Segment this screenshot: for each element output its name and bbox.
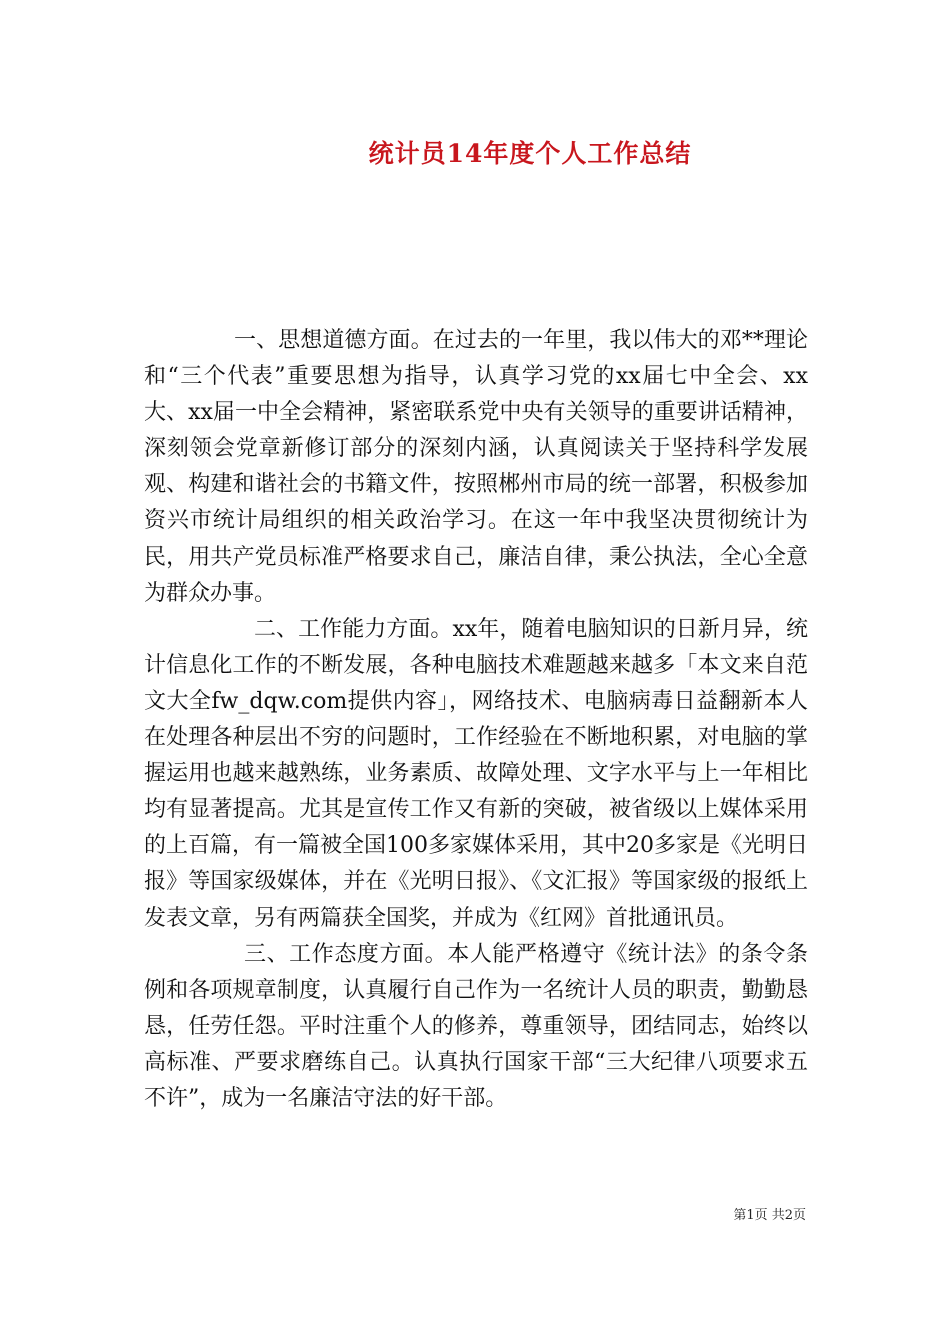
document-body <box>144 323 808 1117</box>
page-number: 第1页 共2页 <box>733 1208 806 1223</box>
paragraph-work-ability: 二、工作能力方面。xx年，随着电脑知识的日新月异，统计信息化工作的不断发展，各种电脑技术难题越来越多「本文来自范文大全fw_dqw.com提供内容」，网络技术、电脑病毒日益翻新本人在处理各种层出不穷的问题时，工作经验在不断地积累，对电脑的掌握运用也越来越熟练，业务素质、故障处理、文字水平与上一年相比均有显著提高。尤其是宣传工作又有新的突破，被省级以上媒体采用的上百篇，有一篇被全国100多家媒体采用，其中20多家是《光明日报》等国家级媒体，并在《光明日报》、《文汇报》等国家级的报纸上发表文章，另有两篇获全国奖，并成为《红网》首批通讯员。 <box>144 616 808 931</box>
paragraph-work-attitude: 三、工作态度方面。本人能严格遵守《统计法》的条令条例和各项规章制度，认真履行自己作为一名统计人员的职责，勤勤恳恳，任劳任怨。平时注重个人的修养，尊重领导，团结同志，始终以高标准、严要求磨练自己。认真执行国家干部“三大纪律八项要求五不许”，成为一名廉洁守法的好干部。 <box>144 941 808 1111</box>
paragraph-ideology: 一、思想道德方面。在过去的一年里，我以伟大的邓**理论和“三个代表”重要思想为指导，认真学习党的xx届七中全会、xx大、xx届一中全会精神，紧密联系党中央有关领导的重要讲话精神，深刻领会党章新修订部分的深刻内涵，认真阅读关于坚持科学发展观、构建和谐社会的书籍文件，按照郴州市局的统一部署，积极参加资兴市统计局组织的相关政治学习。在这一年中我坚决贯彻统计为民，用共产党员标准严格要求自己，廉洁自律，秉公执法，全心全意为群众办事。 <box>144 328 808 606</box>
document-title: 统计员14年度个人工作总结 <box>368 139 692 168</box>
